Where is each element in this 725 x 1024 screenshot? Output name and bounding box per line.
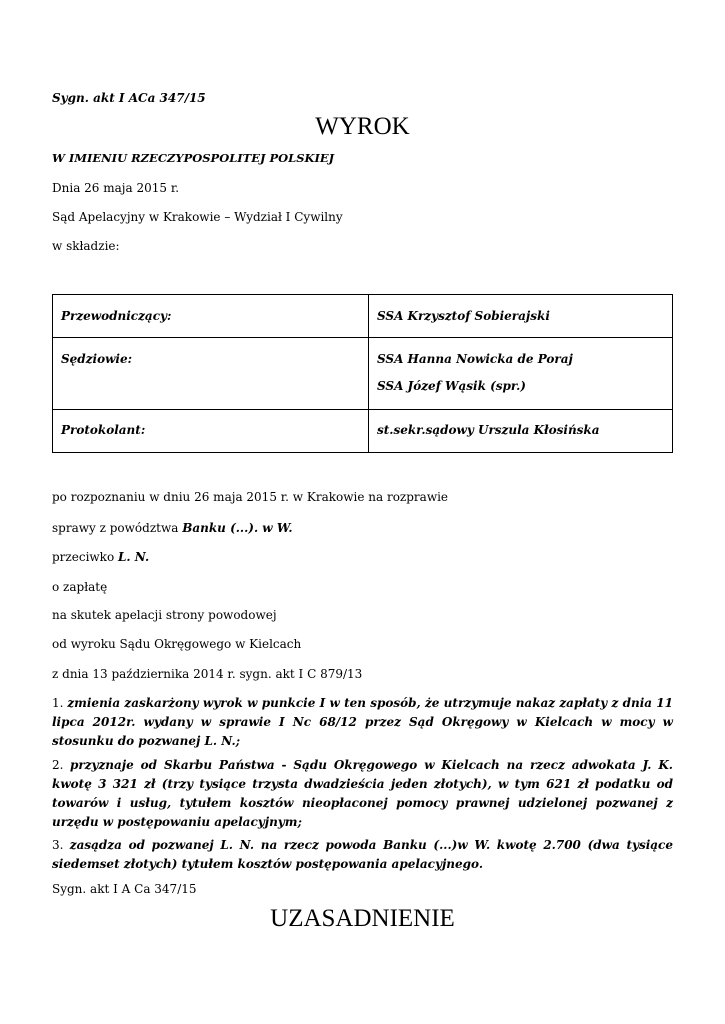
judgment-reference-line: od wyroku Sądu Okręgowego w Kielcach bbox=[52, 637, 302, 651]
defendant-line bbox=[52, 550, 149, 564]
ruling-number: 3. bbox=[52, 838, 64, 852]
ruling-text: zasądza od pozwanej L. N. na rzecz powoda Banku (...)w W. kwotę 2.700 (dwa tysiące siedemset złotych) tytułem kosztów postępowania apelacyjnego. bbox=[52, 838, 673, 871]
judges-list bbox=[369, 338, 673, 410]
defendant-prefix: przeciwko bbox=[52, 550, 118, 564]
ruling-item bbox=[52, 836, 673, 874]
plaintiff-line bbox=[52, 521, 293, 535]
panel-row-judges bbox=[53, 338, 673, 410]
panel-row-clerk bbox=[53, 410, 673, 453]
plaintiff-name: Banku (...). w W. bbox=[182, 521, 293, 535]
case-signature: Sygn. akt I ACa 347/15 bbox=[52, 91, 206, 105]
composition-intro: w składzie: bbox=[52, 239, 120, 253]
panel-row-chair bbox=[53, 295, 673, 338]
defendant-name: L. N. bbox=[117, 550, 150, 564]
justification-title: UZASADNIENIE bbox=[270, 905, 455, 932]
judge-name: SSA Józef Wąsik (spr.) bbox=[377, 379, 526, 393]
ruling-text: zmienia zaskarżony wyrok w punkcie I w ten sposób, że utrzymuje nakaz zapłaty z dnia 11 lipca 2012r. wydany w sprawie I Nc 68/12 przez Sąd Okręgowy w Kielcach w mocy w stosunku do pozwanej L. N.; bbox=[52, 696, 673, 748]
court-panel-table bbox=[52, 294, 673, 453]
footer-case-signature: Sygn. akt I A Ca 347/15 bbox=[52, 882, 197, 896]
chair-label: Przewodniczący: bbox=[53, 295, 369, 338]
judges-label: Sędziowie: bbox=[53, 338, 369, 410]
chair-name: SSA Krzysztof Sobierajski bbox=[369, 295, 673, 338]
clerk-label: Protokolant: bbox=[53, 410, 369, 453]
in-the-name-heading: W IMIENIU RZECZYPOSPOLITEJ POLSKIEJ bbox=[52, 151, 335, 165]
document-title: WYROK bbox=[315, 113, 410, 140]
judgment-date-line: z dnia 13 października 2014 r. sygn. akt I C 879/13 bbox=[52, 667, 363, 681]
judgment-date: Dnia 26 maja 2015 r. bbox=[52, 181, 180, 195]
proceedings-line: po rozpoznaniu w dniu 26 maja 2015 r. w Krakowie na rozprawie bbox=[52, 490, 449, 504]
ruling-number: 1. bbox=[52, 696, 64, 710]
subject-line: o zapłatę bbox=[52, 580, 108, 594]
appeal-line: na skutek apelacji strony powodowej bbox=[52, 608, 277, 622]
ruling-item bbox=[52, 694, 673, 751]
ruling-item bbox=[52, 756, 673, 832]
ruling-number: 2. bbox=[52, 758, 64, 772]
ruling-text: przyznaje od Skarbu Państwa - Sądu Okręgowego w Kielcach na rzecz adwokata J. K. kwotę 3 321 zł (trzy tysiące trzysta dwadzieścia jeden złotych), w tym 621 zł podatku od towarów i usług, tytułem kosztów nieopłaconej pomocy prawnej udzielonej pozwanej z urzędu w postępowaniu apelacyjnym; bbox=[52, 758, 673, 829]
court-name: Sąd Apelacyjny w Krakowie – Wydział I Cywilny bbox=[52, 210, 343, 224]
judge-name: SSA Hanna Nowicka de Poraj bbox=[377, 352, 573, 366]
plaintiff-prefix: sprawy z powództwa bbox=[52, 521, 183, 535]
clerk-name: st.sekr.sądowy Urszula Kłosińska bbox=[369, 410, 673, 453]
